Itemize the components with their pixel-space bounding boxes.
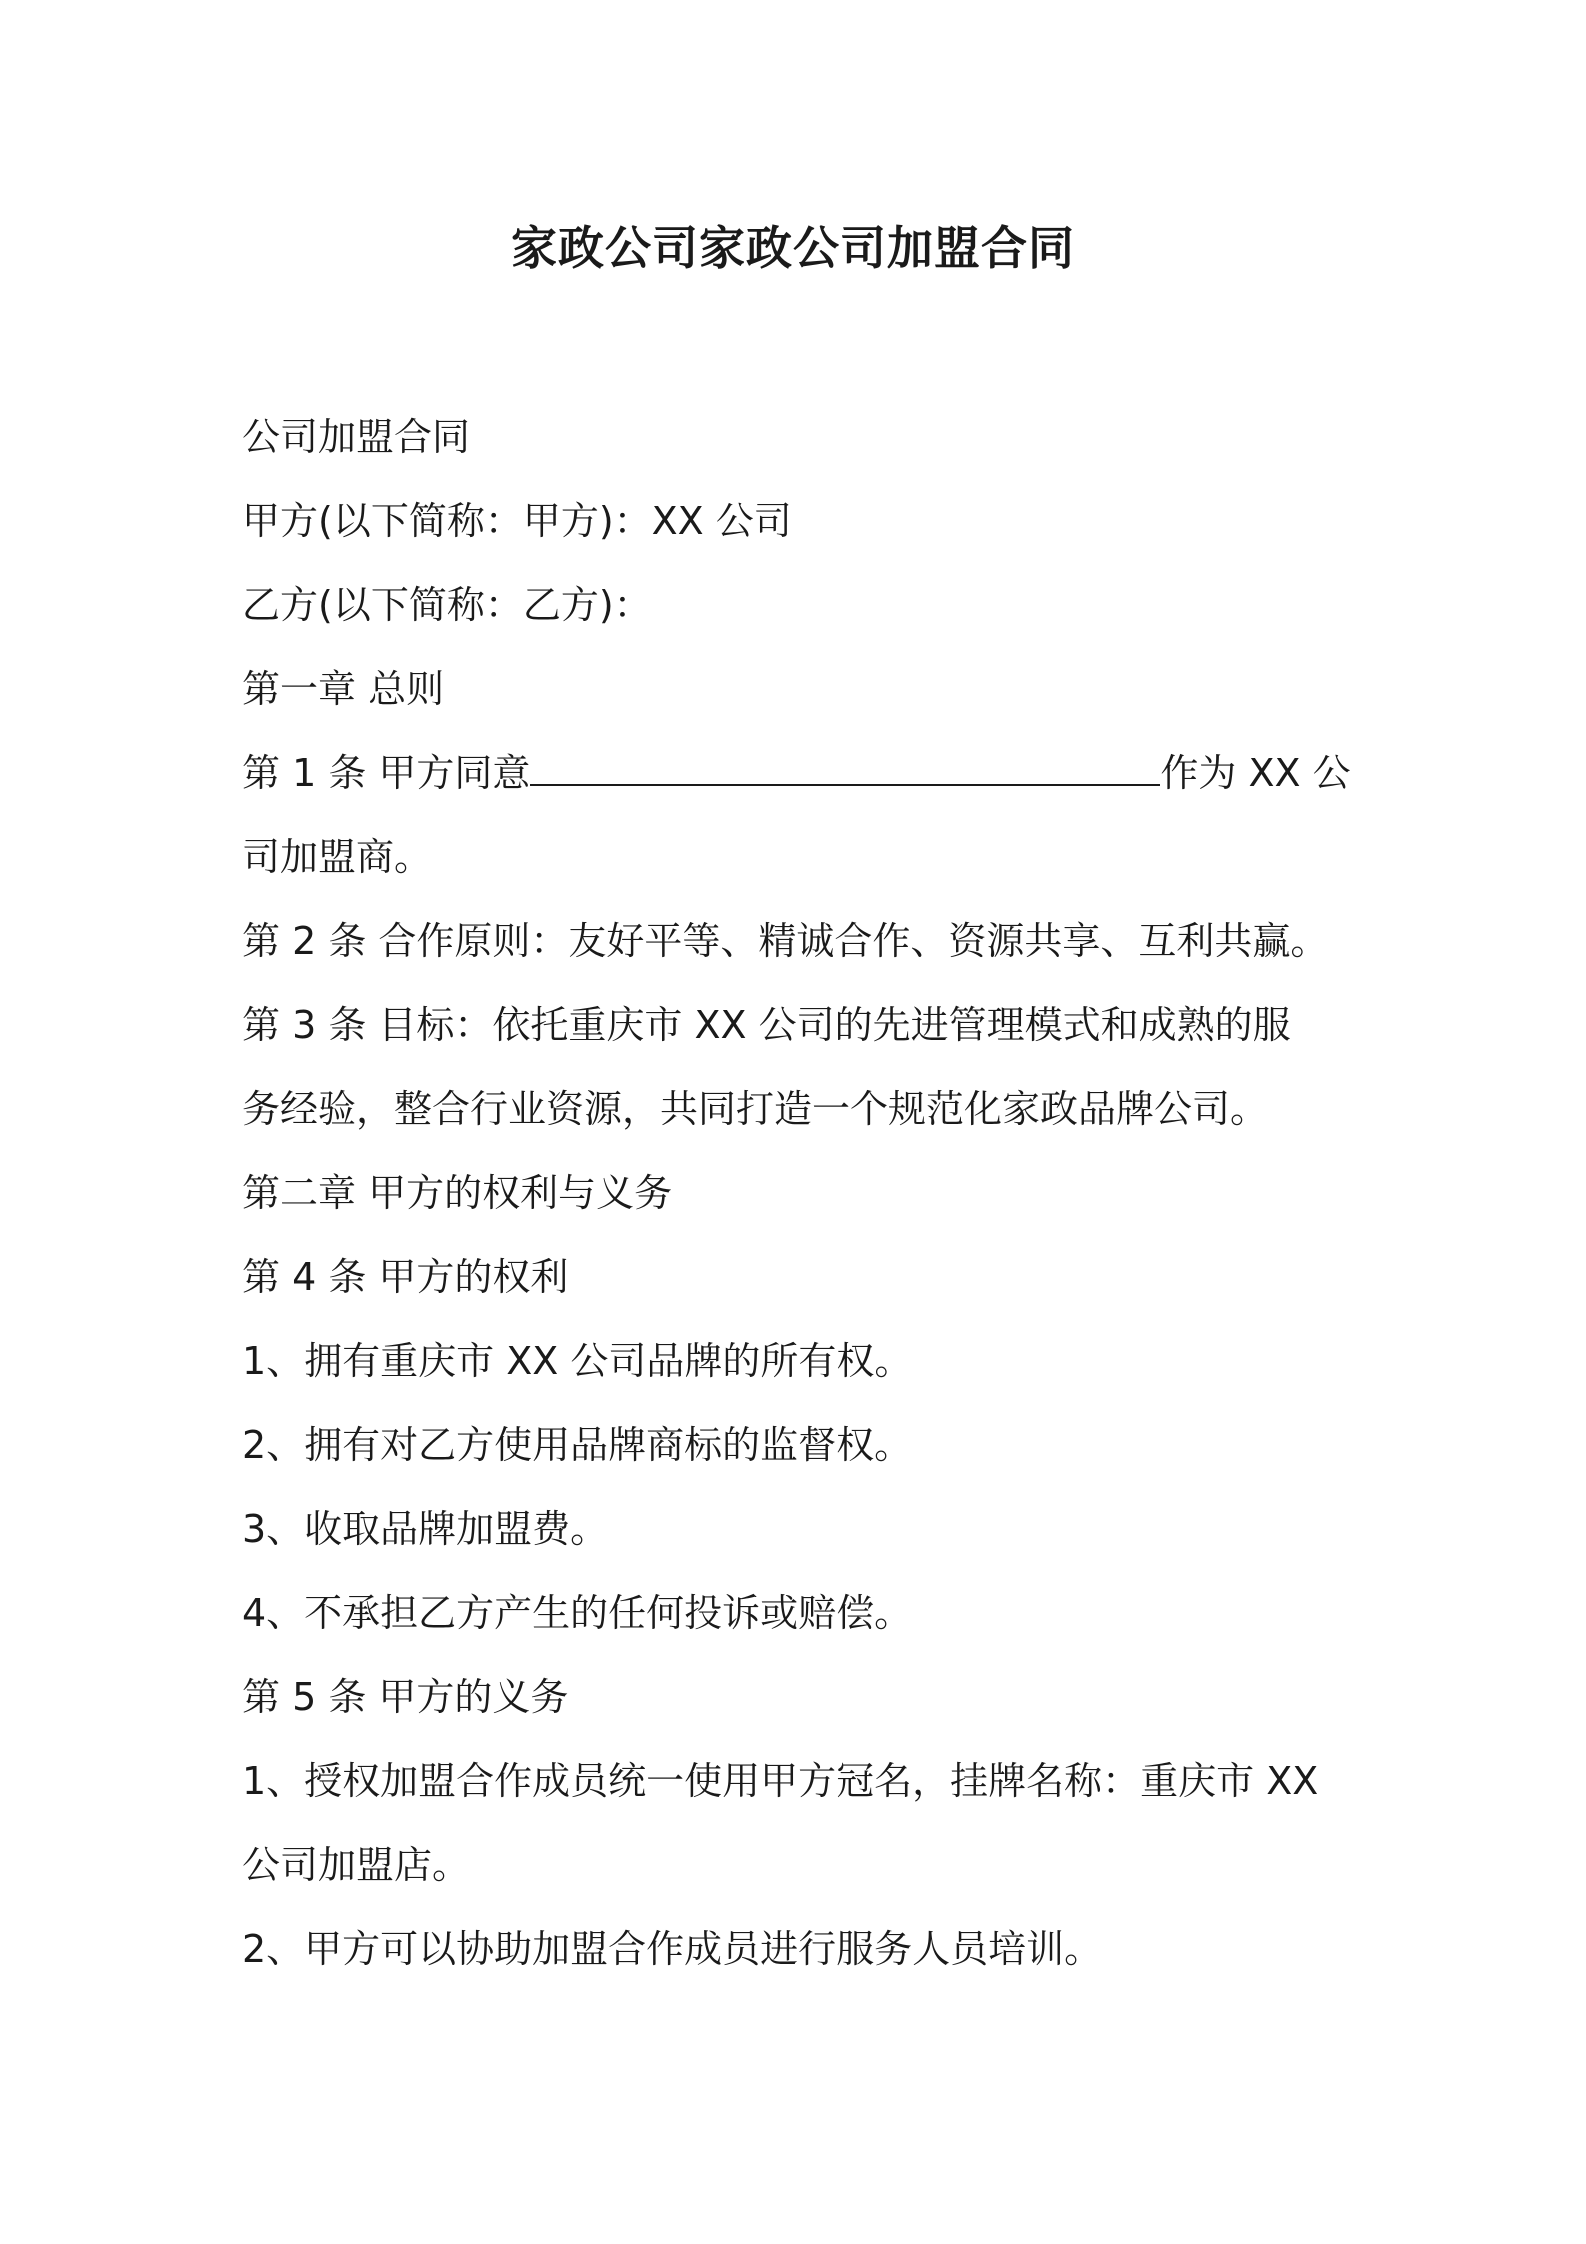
article-2: 第 2 条 合作原则：友好平等、精诚合作、资源共享、互利共赢。 xyxy=(242,919,1329,963)
party-a-line: 甲方(以下简称：甲方)：XX 公司 xyxy=(242,499,792,543)
contract-subtitle: 公司加盟合同 xyxy=(242,415,471,459)
fill-in-blank xyxy=(530,748,1160,786)
duty-1-line-1: 1、授权加盟合作成员统一使用甲方冠名，挂牌名称：重庆市 XX xyxy=(242,1759,1319,1803)
article-4-heading: 第 4 条 甲方的权利 xyxy=(242,1255,569,1299)
right-item: 3、收取品牌加盟费。 xyxy=(242,1507,609,1551)
duty-2: 2、甲方可以协助加盟合作成员进行服务人员培训。 xyxy=(242,1927,1103,1971)
right-item: 4、不承担乙方产生的任何投诉或赔偿。 xyxy=(242,1591,913,1635)
right-item: 1、拥有重庆市 XX 公司品牌的所有权。 xyxy=(242,1339,913,1383)
document-title: 家政公司家政公司加盟合同 xyxy=(511,221,1075,275)
article-1 xyxy=(242,731,1372,815)
chapter-1-heading: 第一章 总则 xyxy=(242,667,445,711)
article-1-prefix: 第 1 条 甲方同意 xyxy=(242,751,531,795)
duty-1-line-2: 公司加盟店。 xyxy=(242,1843,471,1887)
article-1-continuation: 司加盟商。 xyxy=(242,835,433,879)
party-b-line: 乙方(以下简称：乙方)： xyxy=(242,583,652,627)
article-3-line-2: 务经验，整合行业资源，共同打造一个规范化家政品牌公司。 xyxy=(242,1087,1269,1131)
article-3-line-1: 第 3 条 目标：依托重庆市 XX 公司的先进管理模式和成熟的服 xyxy=(242,1003,1291,1047)
article-5-heading: 第 5 条 甲方的义务 xyxy=(242,1675,569,1719)
article-1-suffix: 作为 XX 公 xyxy=(1160,751,1351,795)
document-body xyxy=(242,395,1372,1991)
right-item: 2、拥有对乙方使用品牌商标的监督权。 xyxy=(242,1423,913,1467)
chapter-2-heading: 第二章 甲方的权利与义务 xyxy=(242,1171,673,1215)
